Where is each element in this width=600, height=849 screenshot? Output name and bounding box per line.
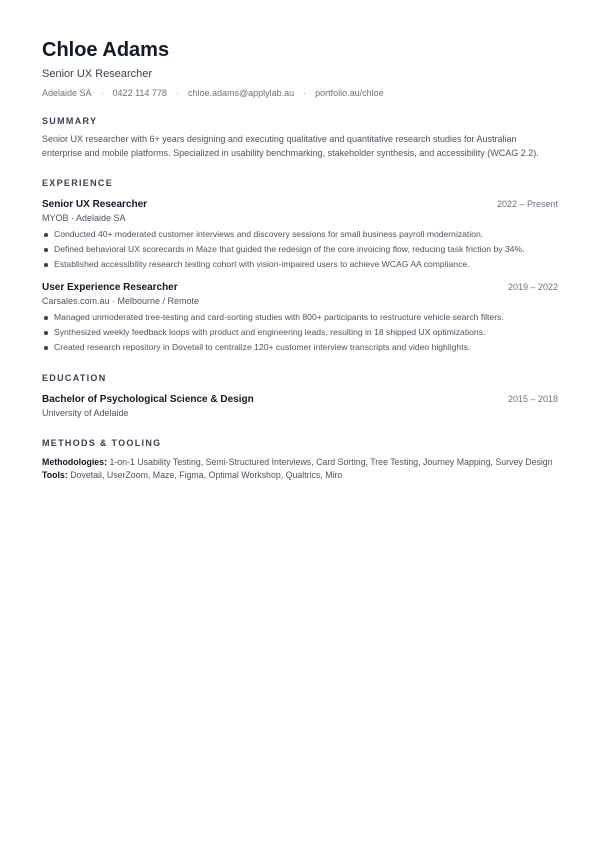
job-bullet-text: Managed unmoderated tree-testing and card-sorting studies with 800+ participants to restructure vehicle search filters. — [54, 312, 504, 322]
contact-phone: 0422 114 778 — [112, 88, 167, 98]
education-entry-header — [42, 392, 558, 407]
job-dates: 2019 – 2022 — [507, 282, 558, 292]
job-dates: 2022 – Present — [496, 199, 558, 209]
bullet-icon — [44, 263, 48, 267]
job-title: Senior UX Researcher — [42, 199, 148, 210]
methodologies-list: 1-on-1 Usability Testing, Semi-Structured Interviews, Card Sorting, Tree Testing, Journey Mapping, Survey Design — [109, 457, 553, 467]
experience-entry — [42, 280, 558, 355]
candidate-role: Senior UX Researcher — [42, 68, 153, 80]
education-entry — [42, 392, 558, 420]
job-bullet — [42, 325, 558, 340]
experience-entry-header — [42, 197, 558, 212]
education-heading: EDUCATION — [42, 373, 107, 383]
job-bullet-text: Defined behavioral UX scorecards in Maze that guided the redesign of the core invoicing flow, reducing task friction by 34%. — [54, 244, 525, 254]
methods-heading: METHODS & TOOLING — [42, 438, 162, 448]
tools-list: Dovetail, UserZoom, Maze, Figma, Optimal Workshop, Qualtrics, Miro — [70, 470, 343, 480]
job-bullets — [42, 227, 558, 272]
contact-portfolio: portfolio.au/chloe — [315, 88, 384, 98]
bullet-icon — [44, 331, 48, 335]
job-bullets — [42, 310, 558, 355]
job-title: User Experience Researcher — [42, 282, 178, 293]
contact-email: chloe.adams@applylab.au — [187, 88, 295, 98]
candidate-name: Chloe Adams — [42, 39, 170, 61]
bullet-icon — [44, 316, 48, 320]
summary-text: Senior UX researcher with 6+ years designing and executing qualitative and quantitative research studies for Australian enterprise and mobile platforms. Specialized in usability benchmarking, stakeholder synthesis, and accessibility (WCAG 2.2). — [42, 134, 539, 158]
job-bullet-text: Synthesized weekly feedback loops with product and engineering leads, resulting in 18 shipped UX optimizations. — [54, 327, 486, 337]
job-bullet — [42, 340, 558, 355]
job-bullet — [42, 310, 558, 325]
tools-line — [42, 469, 558, 482]
education-dates: 2015 – 2018 — [507, 394, 558, 404]
contact-line — [42, 87, 558, 99]
job-bullet-text: Established accessibility research testing cohort with vision-impaired users to achieve WCAG AA compliance. — [54, 259, 470, 269]
bullet-icon — [44, 233, 48, 237]
methodologies-label: Methodologies: — [42, 457, 107, 467]
methods-block — [42, 456, 558, 482]
contact-location: Adelaide SA — [42, 88, 92, 98]
experience-heading: EXPERIENCE — [42, 178, 114, 188]
job-bullet-text: Created research repository in Dovetail to centralize 120+ customer interview transcripts and video highlights. — [54, 342, 471, 352]
experience-entry — [42, 197, 558, 272]
contact-separator: · — [100, 88, 104, 98]
job-bullet-text: Conducted 40+ moderated customer interviews and discovery sessions for small business payroll modernization. — [54, 229, 484, 239]
bullet-icon — [44, 248, 48, 252]
degree-title: Bachelor of Psychological Science & Design — [42, 394, 254, 405]
experience-entry-header — [42, 280, 558, 295]
tools-label: Tools: — [42, 470, 68, 480]
job-company: Carsales.com.au · Melbourne / Remote — [42, 296, 200, 306]
job-bullet — [42, 227, 558, 242]
methodologies-line — [42, 456, 558, 469]
job-bullet — [42, 257, 558, 272]
job-company: MYOB · Adelaide SA — [42, 213, 126, 223]
contact-separator: · — [303, 88, 307, 98]
school-name: University of Adelaide — [42, 408, 129, 418]
job-bullet — [42, 242, 558, 257]
summary-heading: SUMMARY — [42, 116, 98, 126]
contact-separator: · — [175, 88, 179, 98]
bullet-icon — [44, 346, 48, 350]
